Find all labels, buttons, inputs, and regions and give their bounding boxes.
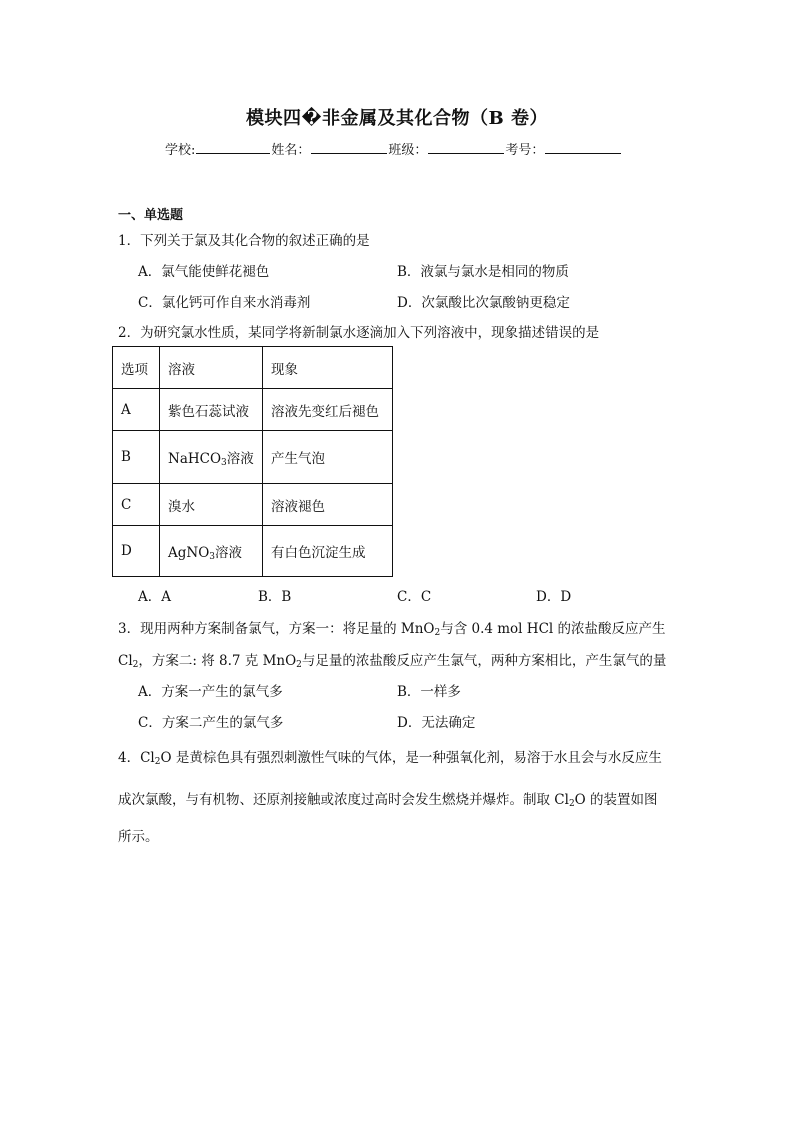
row-phenomenon: 有白色沉淀生成 <box>263 526 393 577</box>
row-solution: 紫色石蕊试液 <box>160 389 263 431</box>
question-4-stem-line-3: 所示。 <box>118 829 159 845</box>
number-label: 考号： <box>505 143 545 158</box>
name-label: 姓名： <box>271 143 311 158</box>
class-label: 班级： <box>388 143 428 158</box>
question-1-option-c[interactable]: C．氯化钙可作自来水消毒剂 <box>138 295 311 311</box>
question-4-stem-line-1: 4．$Cl_2O$ 是黄棕色具有强烈刺激性气味的气体，是一种强氧化剂，易溶于水且会与水反应生 <box>118 750 662 767</box>
row-phenomenon: 溶液先变红后褪色 <box>263 389 393 431</box>
formula-subscript: 3 <box>209 552 216 562</box>
row-option: C <box>113 484 160 526</box>
question-1-option-b[interactable]: B．液氯与氯水是相同的物质 <box>397 264 569 280</box>
question-2-stem: 2．为研究氯水性质，某同学将新制氯水逐滴加入下列溶液中，现象描述错误的是 <box>118 325 600 341</box>
question-1-option-d[interactable]: D．次氯酸比次氯酸钠更稳定 <box>397 295 570 311</box>
number-blank[interactable] <box>545 141 621 154</box>
table-row <box>113 526 393 577</box>
question-3-option-b[interactable]: B．一样多 <box>397 684 461 700</box>
question-2-option-b[interactable]: B．B <box>258 589 292 605</box>
table-header-row <box>113 347 393 389</box>
formula-main: AgNO <box>168 545 210 561</box>
question-4-stem-line-2: 成次氯酸，与有机物、还原剂接触或浓度过高时会发生燃烧并爆炸。制取 $Cl_2O$ 的装置如图 <box>118 792 658 809</box>
question-2-table <box>112 346 393 577</box>
question-2-option-d[interactable]: D．D <box>536 589 572 605</box>
table-row <box>113 484 393 526</box>
question-1-option-a[interactable]: A．氯气能使鲜花褪色 <box>138 264 270 280</box>
header-phenomenon: 现象 <box>263 347 393 389</box>
row-phenomenon: 溶液褪色 <box>263 484 393 526</box>
header-solution: 溶液 <box>160 347 263 389</box>
section-heading: 一、单选题 <box>118 208 184 223</box>
formula-main: NaHCO <box>168 451 222 467</box>
row-option: B <box>113 431 160 484</box>
page-title: 模块四�非金属及其化合物（B 卷） <box>245 108 549 129</box>
question-2-option-a[interactable]: A．A <box>138 589 171 605</box>
student-info-line <box>165 139 622 158</box>
school-label: 学校: <box>165 143 196 158</box>
row-solution <box>160 431 263 484</box>
row-option: A <box>113 389 160 431</box>
question-3-stem-line-2: $Cl_2$，方案二: 将 8.7 克 MnO$_2$与足量的浓盐酸反应产生氯气，两种方案相比，产生氯气的量 <box>118 653 667 670</box>
question-3-stem-line-1: 3．现用两种方案制备氯气，方案一：将足量的 MnO$_2$与含 0.4 mol HCl 的浓盐酸反应产生 <box>118 621 666 638</box>
question-3-option-c[interactable]: C．方案二产生的氯气多 <box>138 715 284 731</box>
class-blank[interactable] <box>428 141 504 154</box>
row-option: D <box>113 526 160 577</box>
school-blank[interactable] <box>196 141 270 154</box>
question-1-stem: 1．下列关于氯及其化合物的叙述正确的是 <box>118 233 370 249</box>
row-solution: 溴水 <box>160 484 263 526</box>
question-2-option-c[interactable]: C．C <box>397 589 432 605</box>
formula-subscript: 3 <box>221 458 227 468</box>
question-3-option-d[interactable]: D．无法确定 <box>397 715 476 731</box>
formula-tail: 溶液 <box>226 451 254 467</box>
header-option: 选项 <box>113 347 160 389</box>
question-3-option-a[interactable]: A．方案一产生的氯气多 <box>138 684 283 700</box>
row-phenomenon: 产生气泡 <box>263 431 393 484</box>
row-solution <box>160 526 263 577</box>
table-row <box>113 431 393 484</box>
table-row <box>113 389 393 431</box>
name-blank[interactable] <box>311 141 387 154</box>
formula-tail: 溶液 <box>215 545 243 561</box>
